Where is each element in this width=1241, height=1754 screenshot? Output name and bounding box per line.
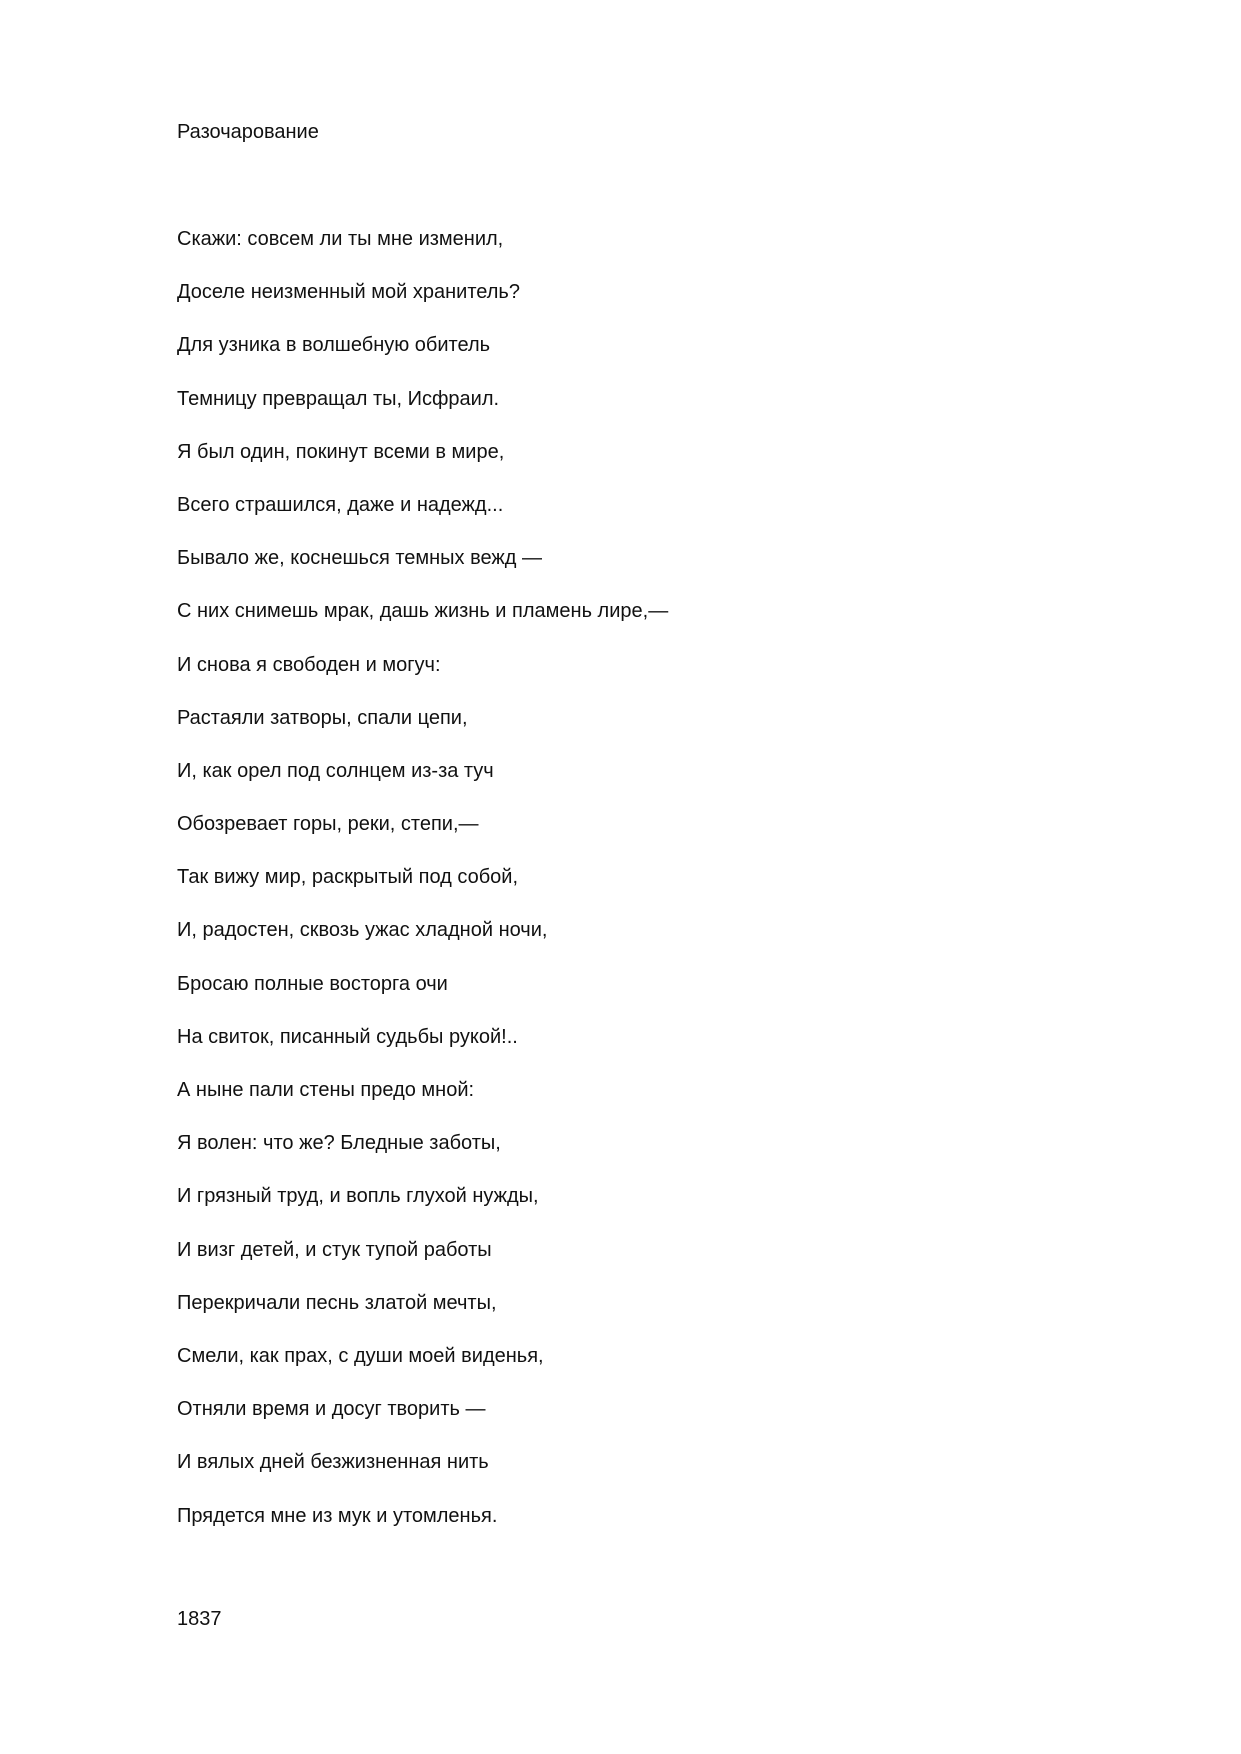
poem-line: Скажи: совсем ли ты мне изменил, (177, 228, 504, 250)
poem-line: Смели, как прах, с души моей виденья, (177, 1344, 544, 1367)
poem-line: Прядется мне из мук и утомленья. (177, 1504, 498, 1527)
poem-line: А ныне пали стены предо мной: (177, 1079, 475, 1101)
poem-line: Я волен: что же? Бледные заботы, (177, 1132, 501, 1155)
poem-title: Разочарование (177, 121, 319, 143)
poem-line: Перекричали песнь златой мечты, (177, 1291, 497, 1314)
poem-line: С них снимешь мрак, дашь жизнь и пламень лире,— (177, 600, 669, 623)
poem-line: Всего страшился, даже и надежд... (177, 493, 504, 516)
poem-line: Доселе неизменный мой хранитель? (177, 281, 520, 304)
poem-line: И, радостен, сквозь ужас хладной ночи, (177, 919, 548, 942)
poem-line: Обозревает горы, реки, степи,— (177, 813, 479, 836)
poem-line: Бросаю полные восторга очи (177, 972, 448, 995)
poem-body (177, 225, 668, 1555)
poem-line: И вялых дней безжизненная нить (177, 1451, 489, 1474)
poem-line: Растаяли затворы, спали цепи, (177, 706, 468, 729)
poem-line: Темницу превращал ты, Исфраил. (177, 387, 500, 410)
poem-line: Отняли время и досуг творить — (177, 1398, 486, 1421)
poem-line: И визг детей, и стук тупой работы (177, 1238, 492, 1261)
poem-line: Бывало же, коснешься темных вежд — (177, 547, 543, 570)
poem-line: На свиток, писанный судьбы рукой!.. (177, 1025, 518, 1048)
poem-year: 1837 (177, 1608, 222, 1630)
poem-line: И снова я свободен и могуч: (177, 653, 441, 676)
poem-line: И грязный труд, и вопль глухой нужды, (177, 1185, 539, 1208)
poem-line: И, как орел под солнцем из-за туч (177, 759, 494, 782)
poem-line: Так вижу мир, раскрытый под собой, (177, 866, 519, 889)
poem-line: Для узника в волшебную обитель (177, 334, 491, 357)
poem-line: Я был один, покинут всеми в мире, (177, 440, 505, 463)
